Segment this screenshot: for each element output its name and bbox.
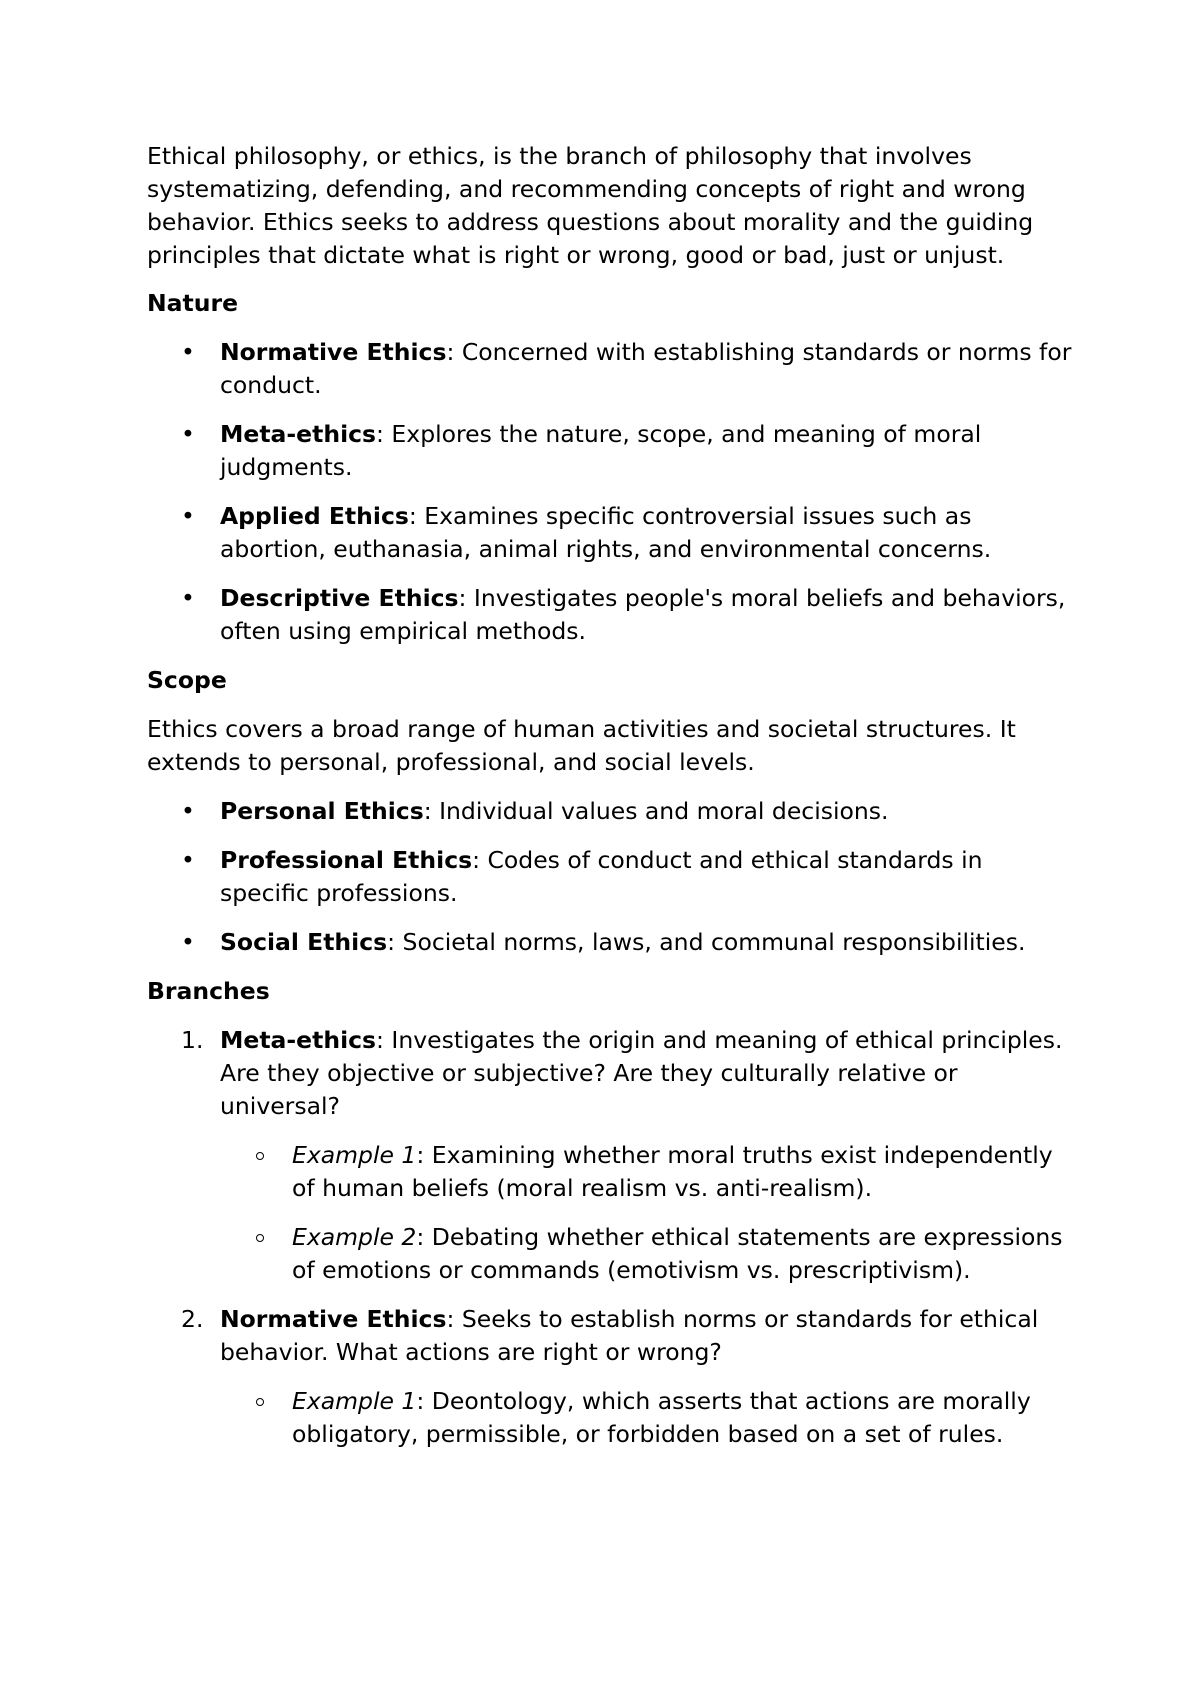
scope-term: Social Ethics [220,928,388,956]
intro-paragraph: Ethical philosophy, or ethics, is the branch of philosophy that involves systematizing, defending, and recommending concepts of right and wrong behavior. Ethics seeks to address questions about morality and the guiding principles that dictate what is right or wrong, good or bad, just or unjust. [147,142,1034,269]
nature-list [147,336,1077,648]
nature-text: : Concerned with establishing standards or norms for conduct. [220,338,1072,399]
nature-text: : Explores the nature, scope, and meaning of moral judgments. [220,420,982,481]
nature-item-normative [147,336,1077,402]
nature-item-meta [147,418,1077,484]
nature-term: Descriptive Ethics [220,584,459,612]
examples-list [220,1385,1077,1451]
example-item [220,1385,1077,1451]
hollow-bullet-icon [256,1398,264,1406]
list-number: 1. [181,1026,204,1054]
nature-item-applied [147,500,1077,566]
hollow-bullet-icon [256,1234,264,1242]
scope-list [147,795,1077,959]
branch-text: : Investigates the origin and meaning of ethical principles. Are they objective or subjective? Are they culturally relative or universal? [220,1026,1063,1120]
nature-term: Normative Ethics [220,338,447,366]
example-text: : Deontology, which asserts that actions are morally obligatory, permissible, or forbidden based on a set of rules. [292,1387,1031,1448]
scope-term: Professional Ethics [220,846,473,874]
example-text: : Debating whether ethical statements are expressions of emotions or commands (emotivism vs. prescriptivism). [292,1223,1063,1284]
example-item [220,1221,1077,1287]
branch-item-meta-ethics [147,1024,1077,1287]
branches-heading: Branches [147,977,270,1005]
scope-text: : Societal norms, laws, and communal responsibilities. [387,928,1026,956]
nature-text: : Investigates people's moral beliefs and behaviors, often using empirical methods. [220,584,1066,645]
scope-paragraph: Ethics covers a broad range of human activities and societal structures. It extends to personal, professional, and social levels. [147,715,1016,776]
scope-heading: Scope [147,666,227,694]
document-page [147,140,1077,1467]
scope-text: : Codes of conduct and ethical standards in specific professions. [220,846,983,907]
example-label: Example 2 [292,1223,417,1251]
branch-item-normative-ethics [147,1303,1077,1451]
examples-list [220,1139,1077,1287]
example-item [220,1139,1077,1205]
nature-text: : Examines specific controversial issues such as abortion, euthanasia, animal rights, and environmental concerns. [220,502,992,563]
example-label: Example 1 [292,1141,417,1169]
nature-heading: Nature [147,289,239,317]
example-text: : Examining whether moral truths exist independently of human beliefs (moral realism vs. anti-realism). [292,1141,1053,1202]
scope-item-social [147,926,1077,959]
example-label: Example 1 [292,1387,417,1415]
branches-list [147,1024,1077,1451]
branch-text: : Seeks to establish norms or standards for ethical behavior. What actions are right or wrong? [220,1305,1039,1366]
nature-term: Meta-ethics [220,420,377,448]
list-number: 2. [181,1305,204,1333]
branch-term: Meta-ethics [220,1026,377,1054]
scope-text: : Individual values and moral decisions. [423,797,889,825]
hollow-bullet-icon [256,1152,264,1160]
scope-term: Personal Ethics [220,797,424,825]
nature-term: Applied Ethics [220,502,409,530]
scope-item-professional [147,844,1077,910]
scope-item-personal [147,795,1077,828]
branch-term: Normative Ethics [220,1305,447,1333]
nature-item-descriptive [147,582,1077,648]
